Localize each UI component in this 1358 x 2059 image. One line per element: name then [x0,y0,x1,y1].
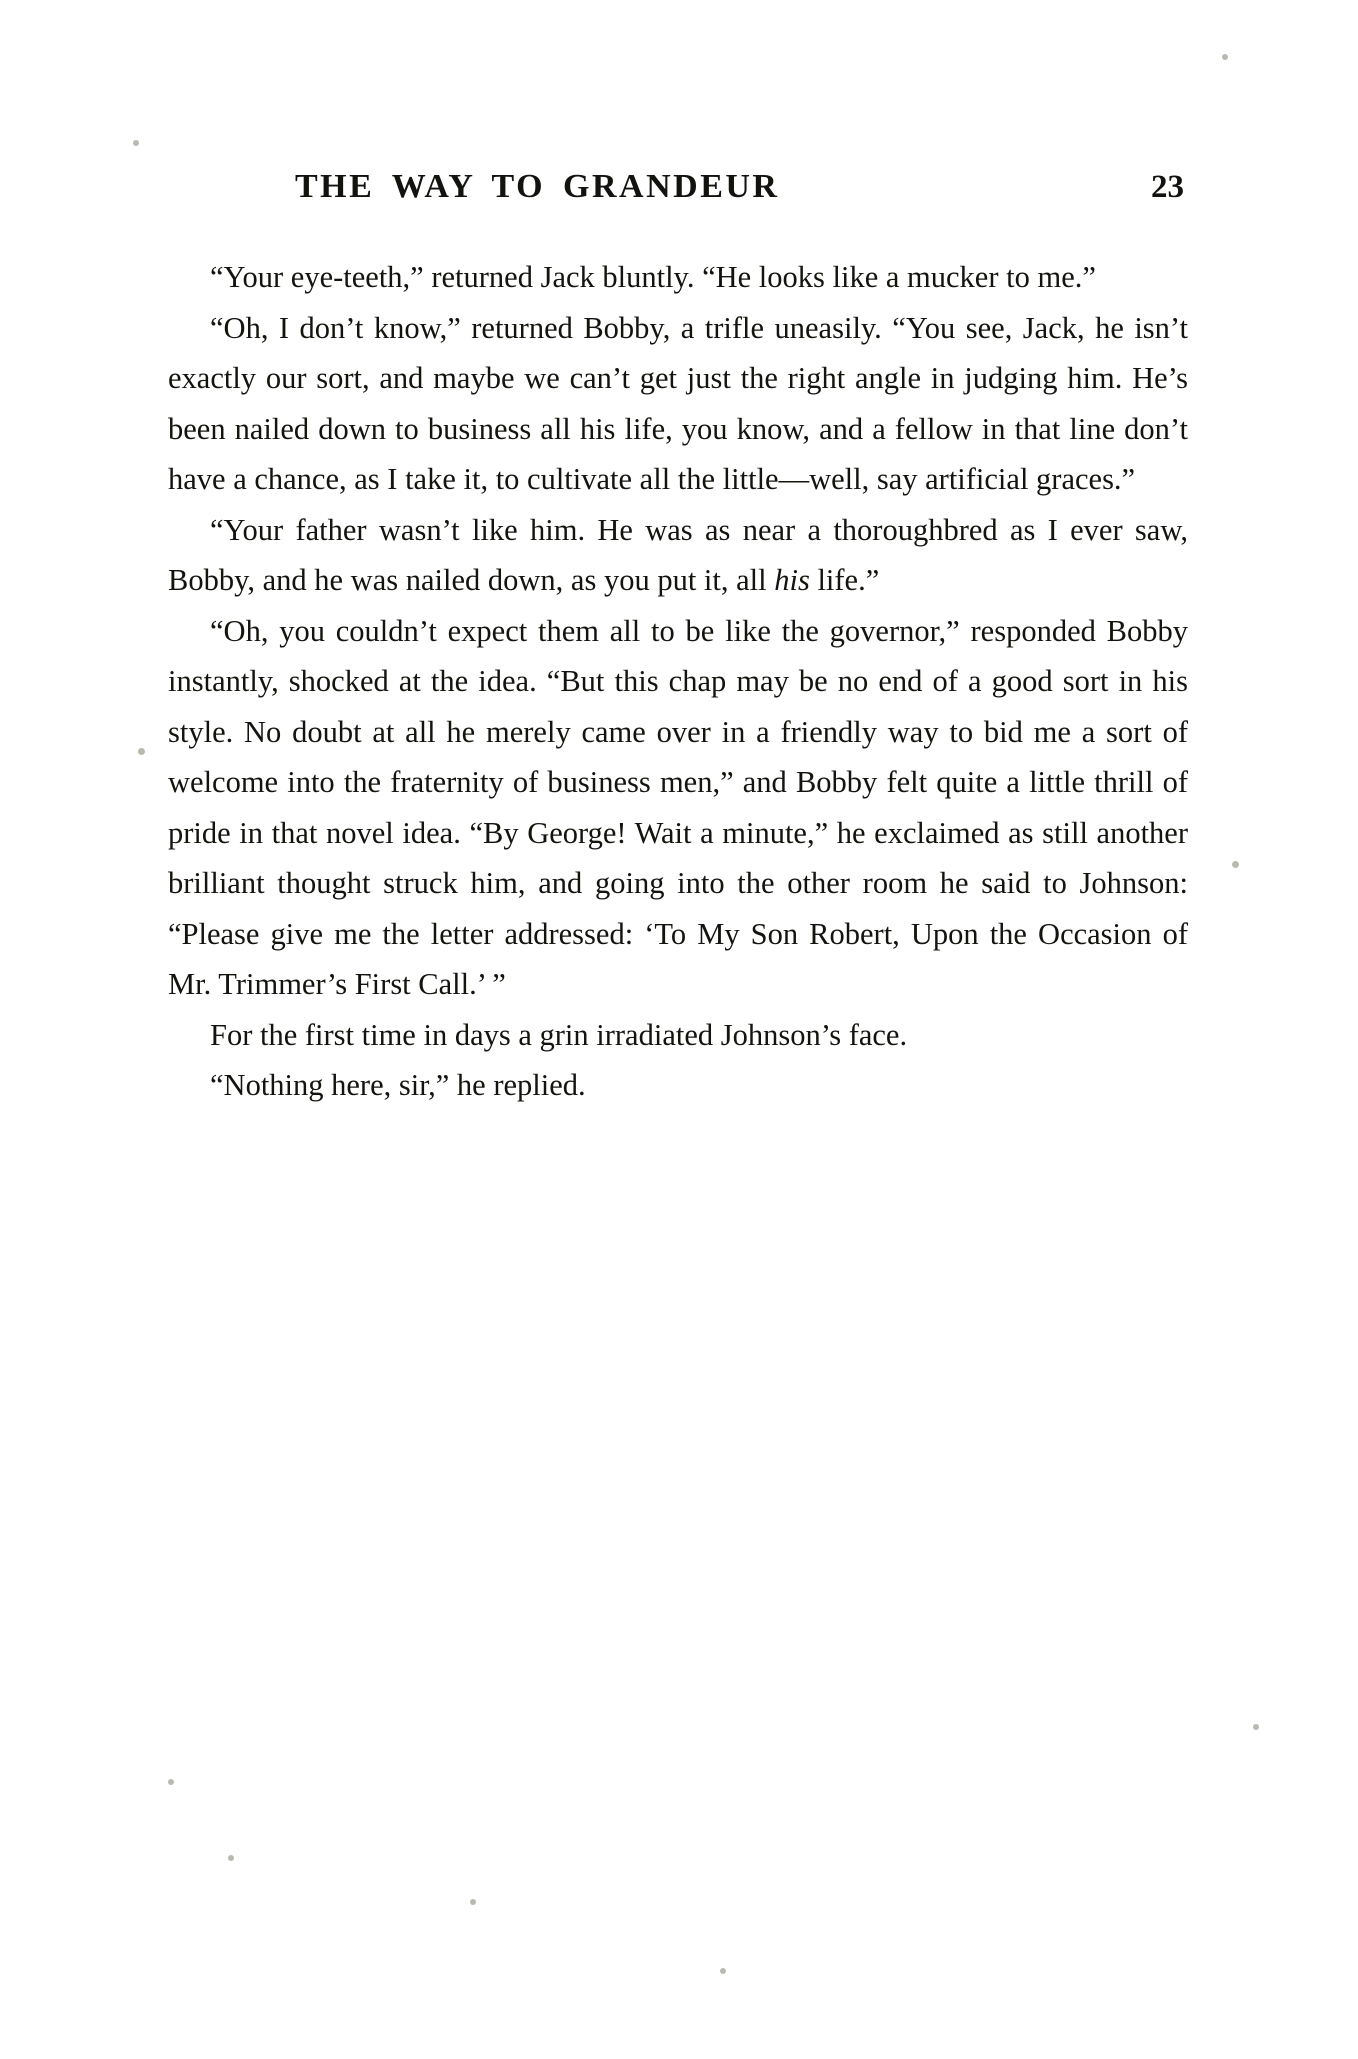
print-speck [1253,1724,1259,1730]
print-speck [168,1779,174,1785]
print-speck [470,1899,476,1905]
paragraph: For the first time in days a grin irradiated Johnson’s face. [210,1017,908,1052]
print-speck [228,1855,234,1861]
paragraph: “Your father wasn’t like him. He was as near a thoroughbred as I ever saw, Bobby, and he was nailed down, as you put it, all his life.” [168,512,1188,597]
print-speck [133,140,139,146]
paragraph: “Your eye-teeth,” returned Jack bluntly. “He looks like a mucker to me.” [210,260,1096,294]
page-content [160,168,1190,1111]
print-speck [138,748,145,755]
paragraph: “Oh, you couldn’t expect them all to be like the governor,” responded Bobby instantly, shocked at the idea. “But this chap may be no end of a good sort in his style. No doubt at all he merely came over in a friendly way to bid me a sort of welcome into the fraternity of business men,” and Bobby felt quite a little thrill of pride in that novel idea. “By George! Wait a minute,” he exclaimed as still another brilliant thought struck him, and going into the other room he said to Johnson: “Please give me the letter addressed: ‘To My Son Robert, Upon the Occasion of Mr. Trimmer’s First Call.’ ” [168,613,1188,1001]
body-text [160,252,1190,1111]
print-speck [1222,54,1228,60]
print-speck [720,1968,726,1974]
running-head [160,168,1190,206]
page-title: THE WAY TO GRANDEUR [295,168,780,205]
emphasis-word: his [774,563,810,597]
paragraph: “Nothing here, sir,” he replied. [210,1068,586,1102]
print-speck [1232,861,1239,868]
page-number: 23 [1151,169,1184,205]
paragraph: “Oh, I don’t know,” returned Bobby, a trifle uneasily. “You see, Jack, he isn’t exactly our sort, and maybe we can’t get just the right angle in judging him. He’s been nailed down to business all his life, you know, and a fellow in that line don’t have a chance, as I take it, to cultivate all the little—well, say artificial graces.” [168,310,1188,496]
